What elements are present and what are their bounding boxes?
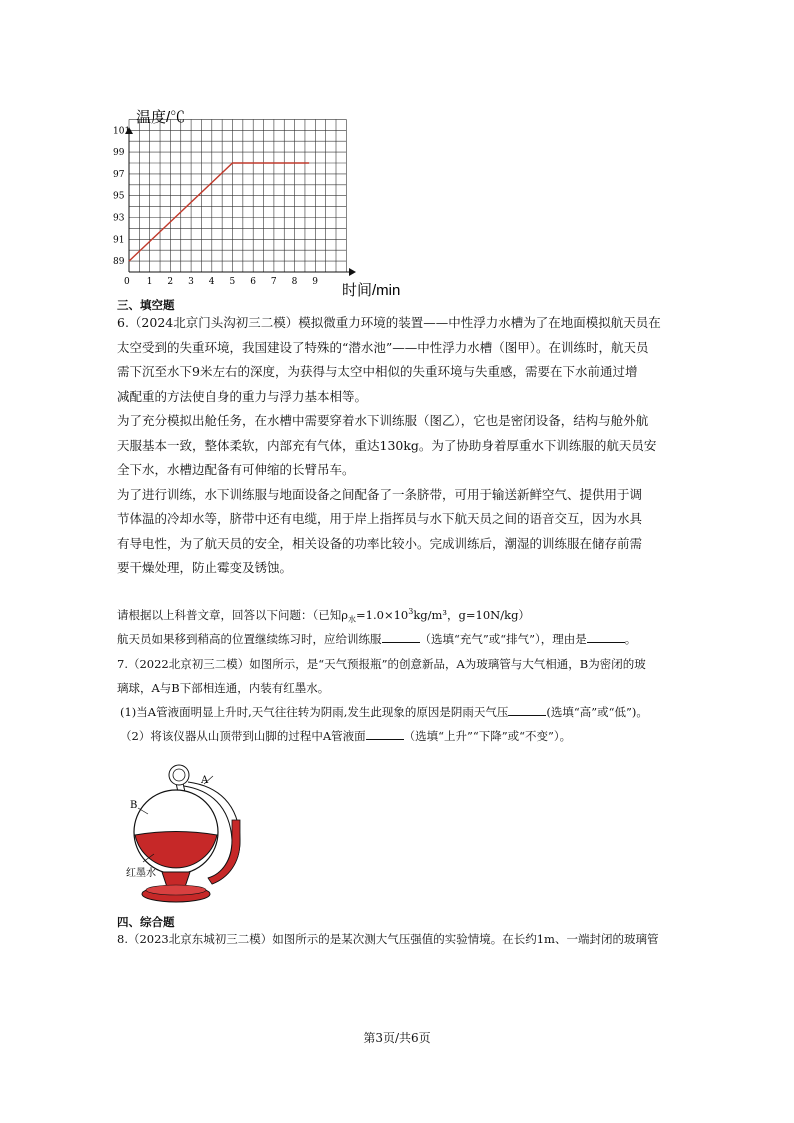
y-tick-label: 95 [113, 191, 125, 202]
y-tick-label: 97 [113, 169, 125, 180]
question-7-sub-2: （2）将该仪器从山顶带到山脚的过程中A管液面 （选填“上升”“下降”或“不变”）。 [120, 729, 572, 743]
question-6-line: 为了充分模拟出舱任务，在水槽中需要穿着水下训练服（图乙），它也是密闭设备，结构与舱外航 [117, 413, 649, 428]
question-7-line-1: 7.（2022北京初三二模）如图所示，是“天气预报瓶”的创意新品，A为玻璃管与大气相通，B为密闭的玻 [117, 657, 646, 671]
question-6-ask: 航天员如果移到稍高的位置继续练习时，应给训练服 （选填“充气”或“排气”），理由是 。 [117, 632, 637, 646]
y-tick-label: 99 [113, 148, 125, 159]
y-tick-label: 91 [113, 235, 125, 246]
x-tick-label: 3 [188, 277, 194, 287]
question-6-line: 6.（2024北京门头沟初三二模）模拟微重力环境的装置——中性浮力水槽为了在地面模拟航天员在 [117, 315, 661, 330]
answer-blank[interactable] [382, 630, 420, 643]
chart-grid [129, 119, 346, 272]
weather-bottle-figure [118, 750, 258, 915]
x-tick-label: 0 [124, 277, 130, 287]
page-footer: 第3页/共6页 [363, 1031, 431, 1045]
x-tick-label: 7 [270, 277, 277, 287]
question-6-line: 有导电性，为了航天员的安全，相关设备的功率比较小。完成训练后，潮湿的训练服在储存前需 [117, 535, 643, 551]
x-tick-label: 6 [250, 277, 256, 287]
y-tick-label: 93 [113, 213, 125, 224]
question-8-line-1: 8.（2023北京东城初三二模）如图所示的是某次测大气压强值的实验情境。在长约1m、一端封闭的玻璃管 [117, 932, 659, 946]
question-7-sub-1: (1)当A管液面明显上升时,天气往往转为阴雨,发生此现象的原因是阴雨天气压 (选填“高”或“低”)。 [120, 705, 648, 719]
answer-blank[interactable] [587, 630, 625, 643]
answer-blank[interactable] [508, 703, 546, 716]
answer-blank[interactable] [366, 727, 404, 740]
question-6-line: 需下沉至水下9米左右的深度，为获得与太空中相似的失重环境与失重感，需要在下水前通过增 [117, 364, 638, 379]
question-6-given: 请根据以上科普文章，回答以下问题：（已知$\rho_水=1.0\times 10^3kg/m^3$，g=10N/kg） [117, 607, 530, 625]
series-line [129, 163, 309, 261]
temperature-time-chart [105, 100, 425, 300]
y-tick-label: 89 [113, 257, 125, 268]
x-tick-label: 5 [229, 277, 236, 287]
x-axis-label: 时间/min [342, 282, 401, 299]
section-4-title: 四、综合题 [117, 915, 175, 929]
label-b: B [130, 800, 138, 811]
question-6-line: 要干燥处理，防止霉变及锈蚀。 [117, 560, 293, 575]
label-a: A [201, 775, 209, 786]
x-tick-label: 2 [167, 277, 174, 287]
question-7-line-2: 璃球，A与B下部相连通，内装有红墨水。 [117, 681, 330, 695]
x-tick-label: 8 [291, 277, 298, 287]
question-6-line: 全下水，水槽边配备有可伸缩的长臂吊车。 [117, 462, 355, 477]
x-tick-label: 4 [208, 277, 215, 287]
chart-series [129, 163, 309, 261]
question-6-line: 减配重的方法使自身的重力与浮力基本相等。 [117, 388, 368, 404]
question-6-line: 为了进行训练，水下训练服与地面设备之间配备了一条脐带，可用于输送新鲜空气、提供用于调 [117, 486, 643, 502]
x-tick-label: 1 [146, 277, 153, 287]
y-tick-label: 101 [113, 126, 131, 137]
label-red-ink: 红墨水 [126, 868, 156, 879]
section-3-title: 三、填空题 [117, 298, 175, 312]
question-6-line: 太空受到的失重环境，我国建设了特殊的“潜水池”——中性浮力水槽（图甲）。在训练时，航天员 [117, 339, 649, 355]
question-6-line: 节体温的冷却水等，脐带中还有电缆，用于岸上指挥员与水下航天员之间的语音交互，因为水具 [117, 511, 643, 526]
y-axis-label: 温度/℃ [136, 109, 186, 126]
x-tick-label: 9 [312, 277, 319, 287]
question-6-line: 天服基本一致，整体柔软，内部充有气体，重达130kg。为了协助身着厚重水下训练服的航天员安 [117, 437, 657, 453]
